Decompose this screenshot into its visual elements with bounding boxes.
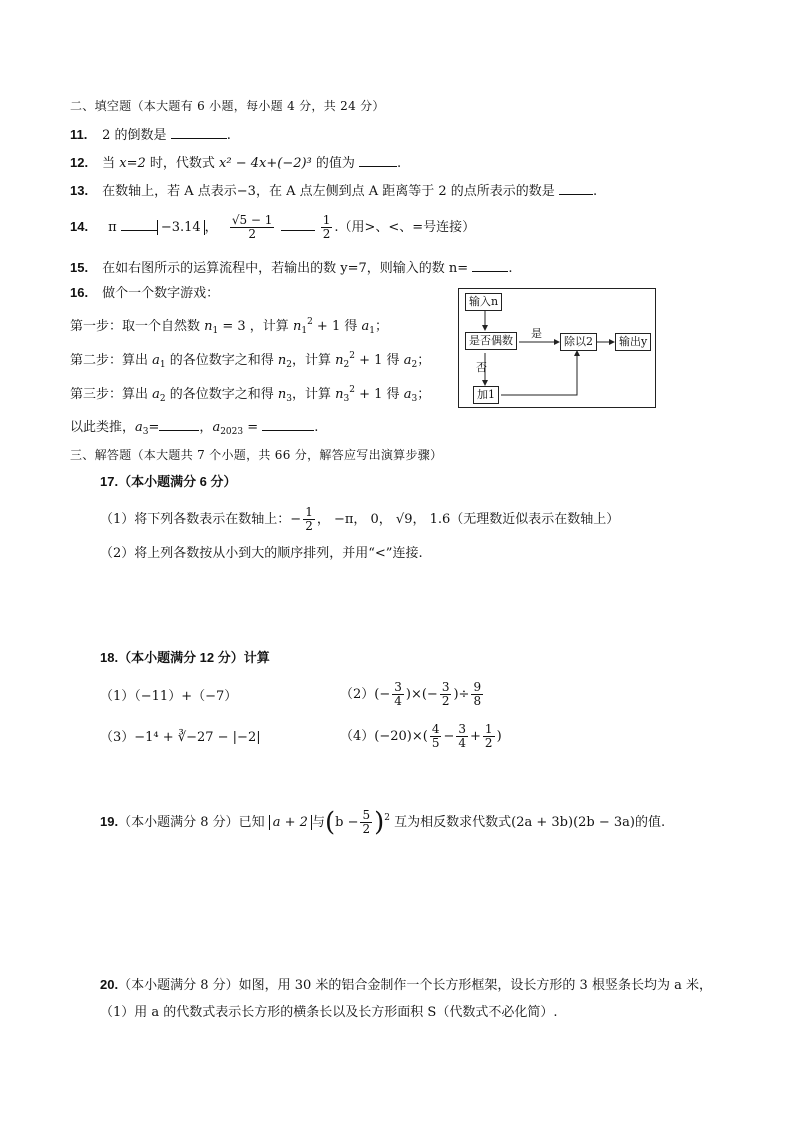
var: n (292, 319, 302, 334)
fraction (471, 681, 483, 708)
subscript: 3 (411, 394, 418, 404)
punct: . (592, 184, 598, 199)
subscript: 2 (159, 394, 166, 404)
question-text: （本小题满分 8 分）如图，用 30 米的铝合金制作一个长方形框架，设长方形的 3 根竖条长均为 a 米， (118, 978, 712, 993)
question-text: 在数轴上，若 A 点表示−3，在 A 点左侧到点 A 距离等于 2 的点所表示的数是 (102, 184, 555, 199)
var: a (152, 387, 160, 402)
step-text: 的各位数字之和得 (165, 387, 278, 402)
numerator: 9 (473, 680, 482, 694)
question-number: 14. (70, 219, 89, 234)
numerator: 1 (305, 505, 313, 519)
math-expr: x² − 4x+(−2)³ (219, 156, 312, 171)
fraction (230, 214, 275, 241)
subscript: 2 (411, 360, 418, 370)
step-text: ，计算 (292, 353, 336, 368)
var: a (152, 353, 160, 368)
question-18-part-4: （4）(−20)×( $\frac{4}{5}$ − $\frac{3}{4}$ + $\frac{1}{2}$ ) (340, 722, 502, 750)
answer-blank[interactable] (159, 416, 199, 431)
question-text: 与 (311, 815, 325, 830)
question-18-part-2: （2）(− $\frac{3}{4}$ )×(− $\frac{3}{2}$ )÷ $\frac{9}{8}$ (340, 680, 482, 708)
step-text: + 1 得 (312, 319, 362, 334)
fraction (440, 681, 452, 708)
question-20-part-1: （1）用 a 的代数式表示长方形的横条长以及长方形面积 S（代数式不必化简）. (100, 1005, 558, 1020)
question-number: 15. (70, 260, 89, 275)
step-text: 第一步：取一个自然数 (70, 319, 205, 334)
question-16-step-3: 第三步：算出 $a_2$ 的各位数字之和得 $n_3$，计算 $n_3^2 + 1$ 得 $a_3$； (70, 385, 431, 404)
fraction (483, 723, 495, 750)
question-text: （1）将下列各数表示在数轴上： (100, 512, 291, 527)
question-text: .（用>、<、=号连接） (334, 220, 476, 235)
flowchart (458, 288, 656, 408)
denominator: 8 (473, 694, 482, 708)
question-text: 当 (102, 156, 120, 171)
subscript: 2 (343, 360, 350, 370)
punct: . (397, 156, 402, 171)
denominator: 2 (305, 519, 313, 533)
denominator: 5 (431, 736, 440, 750)
question-16-title (70, 284, 219, 303)
subscript: 2 (286, 360, 293, 370)
var: n (277, 387, 287, 402)
question-13 (70, 180, 597, 201)
var: n (335, 353, 344, 368)
numerator: √5 − 1 (231, 213, 273, 227)
subscript: 1 (212, 326, 219, 336)
part-label: （4）(−20)×( (340, 729, 428, 744)
answer-blank[interactable] (262, 416, 314, 431)
step-text: + 1 得 (355, 353, 404, 368)
question-15 (70, 257, 512, 278)
flow-no-label: 否 (476, 361, 487, 374)
question-number: 13. (70, 183, 89, 198)
subscript: 1 (159, 360, 166, 370)
step-text: 第三步：算出 (70, 387, 153, 402)
step-text: ，计算 (292, 387, 336, 402)
denominator: 2 (362, 822, 371, 836)
numerator: 1 (484, 722, 493, 736)
var: a (403, 387, 412, 402)
numerator: 3 (441, 680, 450, 694)
numerator: 5 (362, 808, 371, 822)
question-18-part-3: （3）−1⁴ + ∛−27 − |−2| (100, 730, 261, 745)
denominator: 2 (484, 736, 493, 750)
subscript: 1 (369, 326, 375, 336)
flow-yes-label: 是 (531, 327, 542, 340)
punct: = (148, 420, 160, 435)
section-3-heading: 三、解答题（本大题共 7 个小题，共 66 分，解答应写出演算步骤） (70, 448, 443, 462)
answer-blank[interactable] (559, 180, 593, 195)
question-text: （本小题满分 8 分）已知 (118, 815, 265, 830)
question-text: 2 的倒数是 (102, 128, 167, 143)
var: n (335, 387, 344, 402)
numerator: 3 (458, 722, 467, 736)
flow-divide-box: 除以2 (560, 333, 597, 351)
answer-blank[interactable] (171, 124, 227, 139)
question-12 (70, 152, 401, 173)
flow-input-box: 输入n (465, 293, 502, 311)
step-text: + 1 得 (355, 387, 404, 402)
var: n (204, 319, 213, 334)
abs-value: a + 2 (269, 815, 312, 830)
question-18-part-1: （1）（−11）+（−7） (100, 689, 238, 704)
math-expr: b − (335, 815, 359, 830)
fraction (456, 723, 468, 750)
numerator: 4 (431, 722, 440, 736)
answer-blank[interactable] (359, 152, 397, 167)
subscript: 3 (286, 394, 293, 404)
question-19: 19.（本小题满分 8 分）已知 a + 2 与(b − $\frac{5}{2}$ )$^2$ 互为相反数求代数式(2a + 3b)(2b − 3a)的值. (100, 807, 666, 838)
flow-output-box: 输出y (615, 333, 651, 351)
question-16-step-1: 第一步：取一个自然数 $n_1 = 3$ ，计算 $n_1^2 + 1$ 得 $a_1$； (70, 317, 389, 336)
question-16-conclusion (70, 416, 318, 441)
var: a (212, 420, 221, 435)
question-number: 19. (100, 814, 119, 829)
question-17-title: 17.（本小题满分 6 分） (100, 474, 237, 489)
answer-blank[interactable] (281, 216, 315, 231)
question-text: 互为相反数求代数式(2a + 3b)(2b − 3a)的值. (394, 815, 666, 830)
subscript: 1 (301, 326, 308, 336)
question-number: 16. (70, 285, 89, 300)
subscript: 3 (142, 427, 149, 437)
denominator: 2 (248, 227, 256, 241)
question-text: 的值为 (311, 156, 355, 171)
step-text: 的各位数字之和得 (165, 353, 278, 368)
answer-blank[interactable] (472, 257, 508, 272)
numerator: 3 (394, 680, 402, 694)
section-2-heading: 二、填空题（本大题有 6 小题，每小题 4 分，共 24 分） (70, 99, 385, 113)
step-text: = 3 ，计算 (218, 319, 293, 334)
question-number: 11. (70, 127, 88, 142)
fraction (430, 723, 442, 750)
question-number: 20. (100, 977, 119, 992)
question-11 (70, 124, 231, 145)
question-18-title: 18.（本小题满分 12 分）计算 (100, 650, 270, 665)
step-text: ； (417, 353, 431, 368)
numerator: 1 (322, 213, 331, 227)
superscript: 2 (384, 813, 391, 823)
punct: . (314, 420, 319, 435)
flow-decision-box: 是否偶数 (465, 332, 517, 350)
step-text: ； (375, 319, 389, 334)
punct: = (243, 420, 263, 435)
question-text: 在如右图所示的运算流程中，若输出的数 y=7，则输入的数 n= (102, 261, 469, 276)
part-label: （2） (340, 687, 375, 702)
abs-value: −3.14 (157, 220, 205, 235)
punct: . (226, 128, 231, 143)
step-text: ； (417, 387, 431, 402)
question-number: 12. (70, 155, 89, 170)
question-17-part-1: （1）将下列各数表示在数轴上：− $\frac{1}{2}$ ， −π， 0， √9， 1.6（无理数近似表示在数轴上） (100, 505, 620, 533)
question-text: （无理数近似表示在数轴上） (450, 512, 620, 527)
punct: . (508, 261, 513, 276)
var: a (403, 353, 412, 368)
denominator: 2 (441, 694, 450, 708)
step-text: 以此类推， (70, 420, 136, 435)
flow-add-box: 加1 (473, 386, 499, 404)
answer-blank[interactable] (121, 216, 157, 231)
var: a (361, 319, 370, 334)
denominator: 4 (458, 736, 467, 750)
question-text: 时，代数式 (145, 156, 220, 171)
question-14 (70, 212, 475, 243)
question-20 (100, 976, 712, 995)
subscript: 3 (343, 394, 350, 404)
var: n (277, 353, 287, 368)
punct: ， (199, 420, 213, 435)
fraction (303, 506, 315, 533)
math-expr: x=2 (119, 156, 146, 171)
step-text: 第二步：算出 (70, 353, 153, 368)
fraction (360, 809, 372, 836)
punct: ， (204, 220, 218, 235)
fraction (392, 681, 404, 708)
subscript: 2023 (220, 427, 244, 437)
number-list: ， −π， 0， √9， 1.6 (316, 512, 451, 527)
question-17-part-2: （2）将上列各数按从小到大的顺序排列，并用“<”连接. (100, 546, 423, 561)
fraction (321, 214, 333, 241)
denominator: 2 (322, 227, 331, 241)
denominator: 4 (394, 694, 402, 708)
question-16-step-2: 第二步：算出 $a_1$ 的各位数字之和得 $n_2$，计算 $n_2^2 + 1$ 得 $a_2$； (70, 351, 431, 370)
question-text: 做个一个数字游戏： (102, 286, 220, 301)
var: a (135, 420, 143, 435)
pi-symbol: π (108, 220, 117, 235)
